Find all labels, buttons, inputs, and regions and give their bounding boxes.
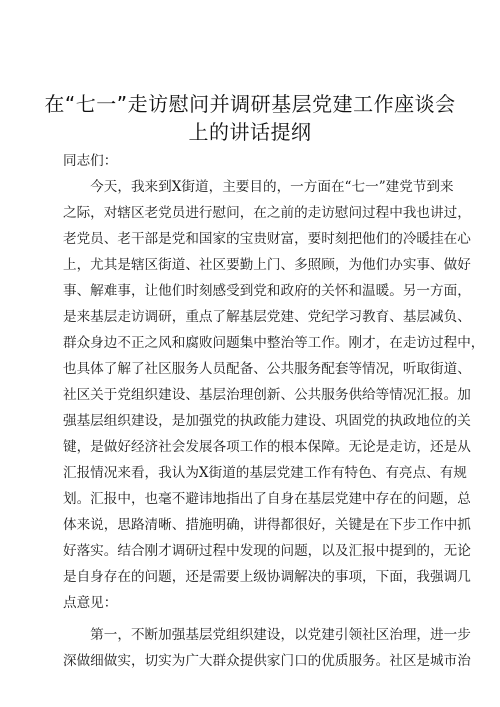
body-line: 强基层组织建设，是加强党的执政能力建设、巩固党的执政地位的关	[63, 413, 471, 429]
body-line: 汇报情况来看，我认为X街道的基层党建工作有特色、有亮点、有规	[63, 465, 467, 481]
body-line: 今天，我来到X街道，主要目的，一方面在“七一”建党节到来	[63, 179, 454, 195]
body-line: 老党员、老干部是党和国家的宝贵财富，要时刻把他们的冷暖挂在心	[63, 231, 471, 247]
body-line: 社区关于党组织建设、基层治理创新、公共服务供给等情况汇报。加	[63, 387, 471, 403]
body-line: 上，尤其是辖区街道、社区要勤上门、多照顾，为他们办实事、做好	[63, 257, 471, 273]
body-line: 同志们：	[63, 153, 118, 169]
body-line: 键，是做好经济社会发展各项工作的根本保障。无论是走访，还是从	[63, 439, 471, 455]
body-line: 第一，不断加强基层党组织建设，以党建引领社区治理，进一步	[63, 627, 471, 643]
body-line: 体来说，思路清晰、措施明确，讲得都很好，关键是在下步工作中抓	[63, 517, 471, 533]
body-line: 群众身边不正之风和腐败问题集中整治等工作。刚才，在走访过程中，	[63, 335, 485, 351]
body-line: 是自身存在的问题，还是需要上级协调解决的事项，下面，我强调几	[63, 569, 471, 585]
body-line: 点意见：	[63, 595, 118, 611]
body-line: 之际，对辖区老党员进行慰问，在之前的走访慰问过程中我也讲过，	[63, 205, 471, 221]
body-line: 划。汇报中，也毫不避讳地指出了自身在基层党建中存在的问题，总	[63, 491, 471, 507]
body-line: 事、解难事，让他们时刻感受到党和政府的关怀和温暖。另一方面，	[63, 283, 471, 299]
body-line: 深做细做实，切实为广大群众提供家门口的优质服务。社区是城市治	[63, 653, 471, 669]
body-line: 是来基层走访调研，重点了解基层党建、党纪学习教育、基层减负、	[63, 309, 471, 325]
body-line: 好落实。结合刚才调研过程中发现的问题，以及汇报中提到的，无论	[63, 543, 471, 559]
body-line: 也具体了解了社区服务人员配备、公共服务配套等情况，听取街道、	[63, 361, 471, 377]
document-title-line-2: 上的讲话提纲	[188, 120, 312, 144]
document-title-line-1: 在“七一”走访慰问并调研基层党建工作座谈会	[44, 92, 456, 116]
